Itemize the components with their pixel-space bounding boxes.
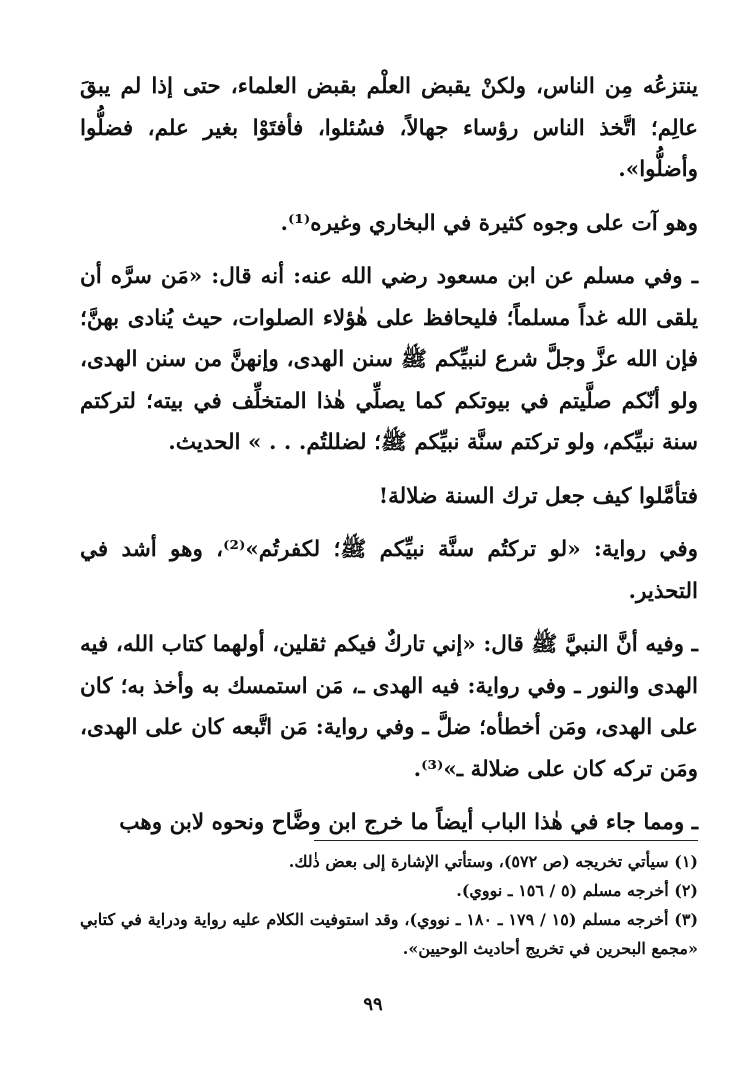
- footnote-divider: [314, 840, 698, 841]
- paragraph-6: ـ وفيه أنَّ النبيَّ ﷺ قال: «إني تاركٌ فيكم ثقلين، أولهما كتاب الله، فيه الهدى والنور ـ وفي رواية: فيه الهدى ـ، مَن استمسك به وأخذ به؛ كان على الهدى، ومَن أخطأه؛ ضلَّ ـ وفي رواية: مَن اتَّبعه كان على الهدى، ومَن تركه كان على ضلالة ـ»⁽³⁾.: [80, 632, 698, 782]
- main-text: [80, 66, 698, 856]
- paragraph-3: ـ وفي مسلم عن ابن مسعود رضي الله عنه: أنه قال: «مَن سرَّه أن يلقى الله غداً مسلماً؛ فليحافظ على هٰؤلاء الصلوات، حيث يُنادى بهنَّ؛ فإن الله عزَّ وجلَّ شرع لنبيِّكم ﷺ سنن الهدى، وإنهنَّ من سنن الهدى، ولو أنّكم صلَّيتم في بيوتكم كما يصلِّي هٰذا المتخلِّف في بيته؛ لتركتم سنة نبيِّكم، ولو تركتم سنَّة نبيِّكم ﷺ؛ لضللتُم. . . » الحديث.: [80, 264, 698, 455]
- paragraph-2: وهو آت على وجوه كثيرة في البخاري وغيره⁽¹⁾.: [280, 210, 698, 236]
- footnote-1: (١) سيأتي تخريجه (ص ٥٧٢)، وستأتي الإشارة إلى بعض ذٰلك.: [288, 852, 698, 871]
- footnote-2: (٢) أخرجه مسلم (٥ / ١٥٦ ـ نووي).: [456, 881, 698, 900]
- page-number: ٩٩: [363, 994, 383, 1015]
- paragraph-4: فتأمَّلوا كيف جعل ترك السنة ضلالة!: [378, 483, 698, 509]
- footnote-3: (٣) أخرجه مسلم (١٥ / ١٧٩ ـ ١٨٠ ـ نووي)، وقد استوفيت الكلام عليه رواية ودراية في كتابي «مجمع البحرين في تخريج أحاديث الوحيين».: [80, 910, 699, 958]
- footnotes: [80, 840, 698, 963]
- paragraph-7: ـ ومما جاء في هٰذا الباب أيضاً ما خرج ابن وضَّاح ونحوه لابن وهب: [119, 810, 698, 835]
- paragraph-1: ينتزعُه مِن الناس، ولكنْ يقبض العلْم بقبض العلماء، حتى إذا لم يبقَ عالِم؛ اتَّخذ الناس رؤساء جهالاً، فسُئلوا، فأفتَوْا بغير علم، فضلُّوا وأضلُّوا».: [80, 74, 698, 182]
- paragraph-5: وفي رواية: «لو تركتُم سنَّة نبيِّكم ﷺ؛ لكفرتُم»⁽²⁾، وهو أشد في التحذير.: [80, 537, 698, 604]
